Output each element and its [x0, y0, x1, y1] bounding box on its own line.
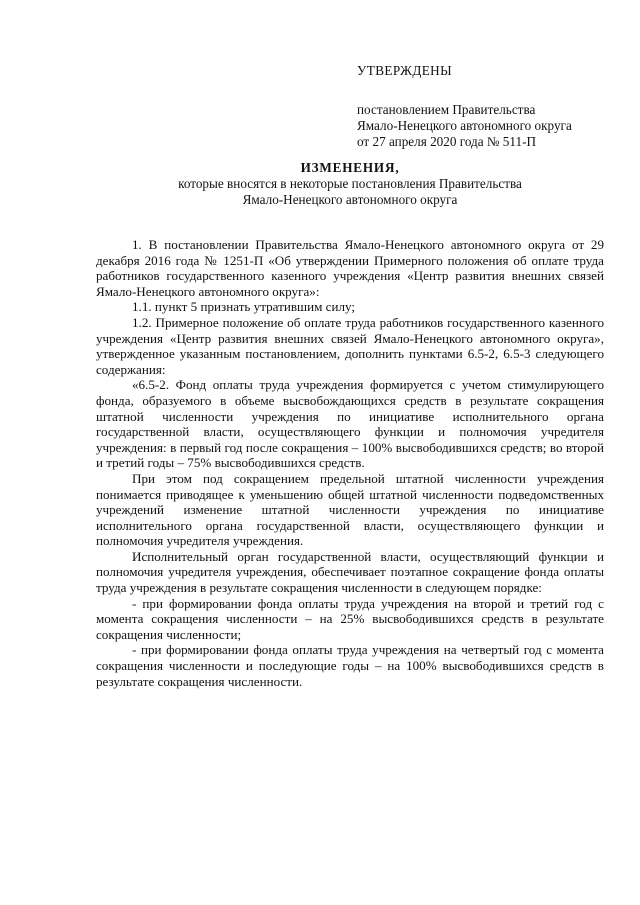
- paragraph-executive-body: Исполнительный орган государственной власти, осуществляющий функции и полномочия учредителя учреждения, обеспечивает поэтапное сокращение фонда оплаты труда учреждения в результате сокращения численности в следующем порядке:: [96, 548, 604, 596]
- paragraph-reduction-definition: При этом под сокращением предельной штатной численности учреждения понимается приводящее к уменьшению общей штатной численности подведомственных учреждений изменение штатной численности учреждения по инициативе исполнительного органа государственной власти, осуществляющего функции и полномочия учредителя учреждения.: [96, 470, 604, 549]
- list-item-fourth-year: - при формировании фонда оплаты труда учреждения на четвертый год с момента сокращения численности и последующие годы – на 100% высвободившихся средств в результате сокращения численности.: [96, 642, 604, 689]
- list-item-second-third-year: - при формировании фонда оплаты труда учреждения на второй и третий год с момента сокращения численности – на 25% высвободившихся средств в результате сокращения численности;: [96, 595, 604, 642]
- heading-subtitle-line-2: Ямало-Ненецкого автономного округа: [242, 192, 458, 207]
- document-body: [96, 237, 604, 689]
- paragraph-1: 1. В постановлении Правительства Ямало-Ненецкого автономного округа от 29 декабря 2016 года № 1251-П «Об утверждении Примерного положения об оплате труда работников государственного казенного учреждения «Центр развития внешних связей Ямало-Ненецкого автономного округа»:: [96, 237, 604, 299]
- approval-line-3: от 27 апреля 2020 года № 511-П: [357, 134, 537, 149]
- approval-block: [357, 63, 572, 150]
- paragraph-1-1: 1.1. пункт 5 признать утратившим силу;: [132, 299, 356, 315]
- paragraph-1-2: 1.2. Примерное положение об оплате труда работников государственного казенного учреждения «Центр развития внешних связей Ямало-Ненецкого автономного округа», утвержденное указанным постановлением, дополнить пунктами 6.5-2, 6.5-3 следующего содержания:: [96, 314, 604, 377]
- heading-title: ИЗМЕНЕНИЯ,: [300, 160, 400, 175]
- approval-line-2: Ямало-Ненецкого автономного округа: [357, 118, 572, 133]
- paragraph-6-5-2: «6.5-2. Фонд оплаты труда учреждения формируется с учетом стимулирующего фонда, образуемого в объеме высвобождающихся средств в результате сокращения штатной численности учреждения по инициативе исполнительного органа государственной власти, осуществляющего функции и полномочия учредителя учреждения: в первый год после сокращения – 100% высвободившихся средств; во второй и третий годы – 75% высвободившихся средств.: [96, 377, 604, 471]
- heading-subtitle-line-1: которые вносятся в некоторые постановления Правительства: [178, 176, 522, 191]
- approval-line-1: постановлением Правительства: [357, 102, 536, 117]
- approval-title: УТВЕРЖДЕНЫ: [357, 63, 453, 78]
- document-heading: [96, 160, 604, 208]
